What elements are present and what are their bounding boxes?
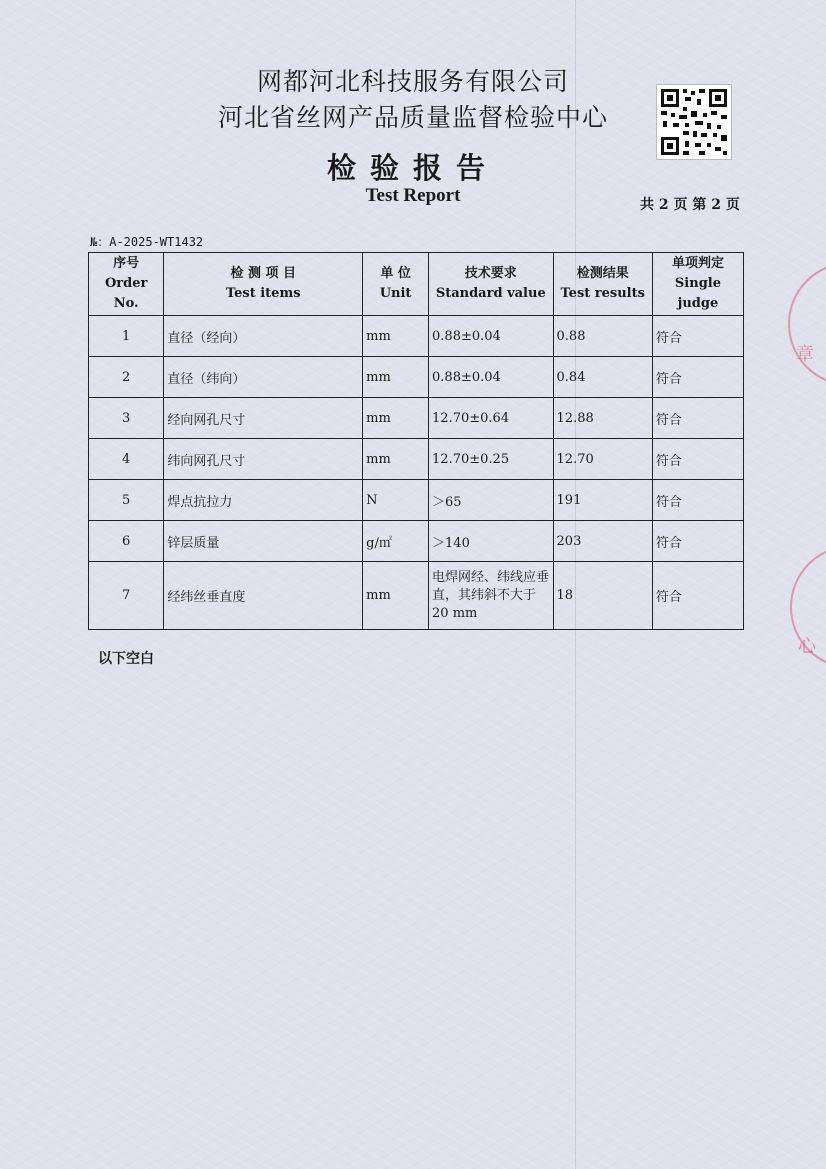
cell-order-no: 7: [89, 562, 164, 630]
cell-test-item: 纬向网孔尺寸: [164, 439, 363, 480]
cell-standard: 0.88±0.04: [429, 357, 554, 398]
results-table: [88, 252, 744, 630]
cell-test-item: 经向网孔尺寸: [164, 398, 363, 439]
cell-standard: ＞65: [429, 480, 554, 521]
cell-standard: ＞140: [429, 521, 554, 562]
cell-order-no: 6: [89, 521, 164, 562]
report-title-cn: 检验报告: [326, 151, 499, 185]
qr-code-icon: [656, 84, 732, 160]
cell-judge: 符合: [652, 521, 743, 562]
cell-standard: 12.70±0.25: [429, 439, 554, 480]
table-header-row: [89, 253, 744, 316]
table-row: [89, 439, 744, 480]
cell-result: 203: [553, 521, 652, 562]
header-unit: 单 位 Unit: [363, 253, 429, 316]
seal-char-top: 章: [796, 344, 814, 365]
cell-test-item: 焊点抗拉力: [164, 480, 363, 521]
cell-unit: N: [363, 480, 429, 521]
standard-multiline-text: 电焊网经、纬线应垂直，其纬斜不大于20 mm: [432, 569, 550, 621]
table-row: [89, 316, 744, 357]
cell-judge: 符合: [652, 480, 743, 521]
cell-judge: 符合: [652, 439, 743, 480]
cell-judge: 符合: [652, 316, 743, 357]
header-test-results: 检测结果 Test results: [553, 253, 652, 316]
cell-unit: mm: [363, 439, 429, 480]
cell-order-no: 5: [89, 480, 164, 521]
cell-standard: 0.88±0.04: [429, 316, 554, 357]
page-counter: 共 2 页 第 2 页: [640, 197, 740, 213]
header-test-items: 检 测 项 目 Test items: [164, 253, 363, 316]
seal-char-bottom: 心: [798, 636, 816, 657]
cell-unit: mm: [363, 357, 429, 398]
table-row: [89, 562, 744, 630]
cell-result: 0.88: [553, 316, 652, 357]
cell-judge: 符合: [652, 357, 743, 398]
cell-unit: g/㎡: [363, 521, 429, 562]
report-title-en: Test Report: [365, 185, 461, 206]
cell-unit: mm: [363, 316, 429, 357]
red-seal-stamp-top: [788, 262, 826, 386]
cell-result: 0.84: [553, 357, 652, 398]
cell-test-item: 锌层质量: [164, 521, 363, 562]
header-order-no: 序号 Order No.: [89, 253, 164, 316]
cell-judge: 符合: [652, 398, 743, 439]
cell-standard: 12.70±0.64: [429, 398, 554, 439]
cell-unit: mm: [363, 562, 429, 630]
table-row: [89, 521, 744, 562]
cell-order-no: 2: [89, 357, 164, 398]
blank-below-note: 以下空白: [98, 651, 154, 667]
cell-test-item: 经纬丝垂直度: [164, 562, 363, 630]
cell-result: 12.88: [553, 398, 652, 439]
cell-unit: mm: [363, 398, 429, 439]
cell-result: 12.70: [553, 439, 652, 480]
org-name-line2: 河北省丝网产品质量监督检验中心: [217, 103, 608, 132]
table-row: [89, 480, 744, 521]
cell-order-no: 1: [89, 316, 164, 357]
org-name-line1: 网都河北科技服务有限公司: [256, 67, 569, 96]
cell-test-item: 直径（经向）: [164, 316, 363, 357]
cell-result: 191: [553, 480, 652, 521]
cell-order-no: 3: [89, 398, 164, 439]
cell-order-no: 4: [89, 439, 164, 480]
cell-result: 18: [553, 562, 652, 630]
header-standard-value: 技术要求 Standard value: [429, 253, 554, 316]
cell-judge: 符合: [652, 562, 743, 630]
cell-test-item: 直径（纬向）: [164, 357, 363, 398]
cell-standard: [429, 562, 554, 630]
table-row: [89, 398, 744, 439]
header-single-judge: 单项判定 Single judge: [652, 253, 743, 316]
report-number: №：A-2025-WT1432: [90, 235, 204, 249]
table-row: [89, 357, 744, 398]
